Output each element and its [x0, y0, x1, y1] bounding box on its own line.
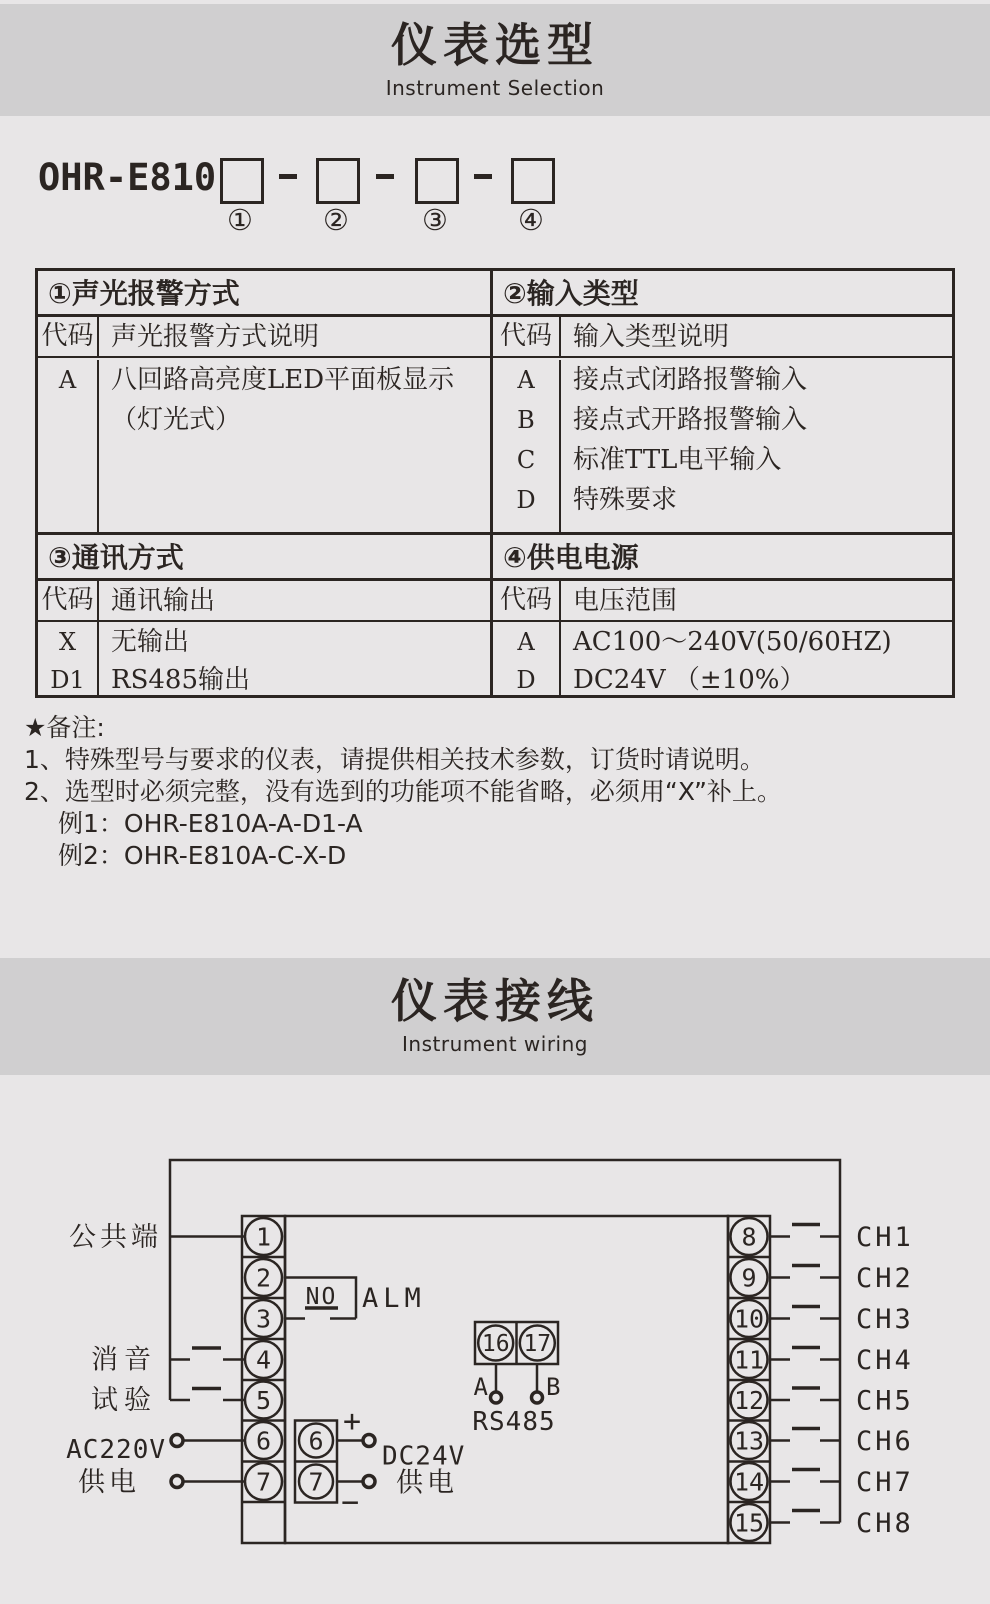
note-line-2: 2、选型时必须完整，没有选到的功能项不能省略，必须用“X”补上。 [24, 777, 782, 806]
terminal-10: 10 [733, 1304, 765, 1334]
desc-cell: 无输出 [111, 627, 190, 657]
plus-sign: + [342, 1404, 362, 1439]
terminal-14: 14 [733, 1467, 765, 1497]
no-contact-label: NO [305, 1284, 338, 1310]
dc-supply-label: 供电 [396, 1467, 458, 1499]
test-label: 试验 [91, 1385, 157, 1416]
common-terminal-label: 公共端 [69, 1222, 162, 1253]
terminal-2: 2 [255, 1263, 272, 1293]
channel-labels [856, 1222, 914, 1539]
code-cell: A [58, 366, 77, 394]
terminal-7: 7 [255, 1467, 272, 1497]
slot-number-1: ① [227, 203, 253, 237]
quadrant-power-supply [493, 535, 952, 695]
code-cell: D [516, 486, 536, 514]
model-slot-box-2 [316, 158, 360, 204]
quadrant-communication [38, 535, 490, 695]
wiring-subtitle: Instrument wiring [402, 1032, 588, 1056]
ch4-label: CH4 [856, 1345, 914, 1376]
note-line-1: 1、特殊型号与要求的仪表，请提供相关技术参数，订货时请说明。 [24, 745, 765, 774]
slot-number-4: ④ [518, 203, 544, 237]
code-cell: C [516, 446, 536, 474]
terminal-8: 8 [741, 1222, 757, 1252]
ch2-label: CH2 [856, 1263, 914, 1294]
channel-switches [770, 1225, 840, 1523]
desc-cell: 特殊要求 [573, 485, 678, 515]
code-cell: A [517, 366, 535, 394]
ch1-label: CH1 [856, 1222, 914, 1253]
terminal-17: 17 [523, 1331, 552, 1357]
code-cell: B [517, 406, 535, 434]
selection-title: 仪表选型 [391, 18, 599, 72]
notes-block [24, 712, 782, 872]
mute-switch [170, 1348, 244, 1360]
desc-col-header: 输入类型说明 [573, 322, 730, 352]
selection-table [35, 268, 955, 698]
terminal-15: 15 [733, 1508, 765, 1538]
wiring-diagram [0, 1100, 990, 1604]
desc-cell: 接点式开路报警输入 [573, 405, 808, 435]
quadrant-input-type [493, 271, 952, 532]
terminal-5: 5 [255, 1386, 272, 1415]
desc-cell: RS485输出 [111, 665, 251, 695]
mute-label: 消音 [91, 1344, 157, 1376]
dash-separator [376, 174, 394, 179]
ch5-label: CH5 [856, 1385, 914, 1417]
quadrant-header: ④供电电源 [493, 535, 952, 581]
desc-cell: 标准TTL电平输入 [573, 445, 782, 475]
terminal-4: 4 [255, 1345, 272, 1375]
note-example-1: 例1：OHR-E810A-A-D1-A [58, 809, 363, 838]
desc-cell: 八回路高亮度LED平面板显示 [111, 365, 455, 395]
terminal-numbers [256, 1223, 764, 1538]
model-slot-box-3 [415, 158, 459, 204]
code-col-header: 代码 [493, 317, 561, 356]
code-col-header: 代码 [493, 581, 561, 620]
model-slot-box-1 [220, 158, 264, 204]
code-cell: X [58, 628, 77, 656]
model-slot-box-4 [511, 158, 555, 204]
ac-power-label: AC220V [66, 1435, 166, 1465]
desc-col-header: 通讯输出 [111, 586, 216, 616]
code-cell: A [517, 628, 535, 656]
model-prefix: OHR-E810 [38, 156, 217, 199]
desc-cell: DC24V （±10%） [573, 665, 806, 695]
dc-terminal-6: 6 [308, 1426, 324, 1456]
alarm-output-label: ALM [362, 1283, 426, 1314]
rs485-b-label: B [546, 1373, 561, 1401]
minus-sign: − [340, 1485, 360, 1520]
rs485-label: RS485 [472, 1407, 556, 1437]
selection-section-banner [0, 4, 990, 116]
ac-supply-label: 供电 [78, 1467, 140, 1498]
terminal-16: 16 [481, 1331, 510, 1357]
quadrant-header: ②输入类型 [493, 271, 952, 317]
code-col-header: 代码 [38, 317, 99, 356]
desc-cell: 接点式闭路报警输入 [573, 365, 808, 395]
ch8-label: CH8 [856, 1508, 914, 1539]
terminal-9: 9 [741, 1263, 757, 1293]
ch7-label: CH7 [856, 1467, 914, 1498]
wiring-section-banner [0, 958, 990, 1075]
code-col-header: 代码 [38, 581, 99, 620]
terminal-6: 6 [255, 1426, 272, 1456]
desc-col-header: 电压范围 [573, 586, 678, 616]
selection-subtitle: Instrument Selection [385, 76, 605, 100]
terminal-11: 11 [733, 1345, 765, 1375]
quadrant-header: ③通讯方式 [38, 535, 490, 581]
dc-terminal-block [295, 1421, 375, 1503]
note-example-2: 例2：OHR-E810A-C-X-D [58, 841, 347, 870]
dc-power-label: DC24V [382, 1441, 466, 1472]
desc-cell: （灯光式） [111, 405, 242, 435]
dash-separator [279, 174, 297, 179]
code-cell: D1 [50, 666, 85, 694]
ch6-label: CH6 [856, 1426, 914, 1457]
code-cell [38, 400, 97, 440]
ch3-label: CH3 [856, 1304, 914, 1335]
terminal-3: 3 [255, 1304, 272, 1334]
terminal-1: 1 [255, 1222, 272, 1252]
quadrant-header: ①声光报警方式 [38, 271, 490, 317]
code-cell: D [516, 666, 536, 694]
quadrant-alarm-mode [38, 271, 490, 532]
terminal-12: 12 [733, 1386, 765, 1415]
desc-col-header: 声光报警方式说明 [111, 322, 320, 352]
dc-terminal-7: 7 [308, 1467, 324, 1497]
dash-separator [474, 174, 492, 179]
rs485-a-label: A [473, 1373, 488, 1401]
wiring-title: 仪表接线 [391, 974, 599, 1028]
slot-number-3: ③ [422, 203, 448, 237]
ac-power-wires [171, 1435, 244, 1488]
terminal-13: 13 [733, 1426, 765, 1456]
notes-title: ★备注: [24, 713, 105, 742]
desc-cell: AC100～240V(50/60HZ) [573, 627, 892, 657]
test-switch [170, 1389, 244, 1401]
slot-number-2: ② [323, 203, 349, 237]
